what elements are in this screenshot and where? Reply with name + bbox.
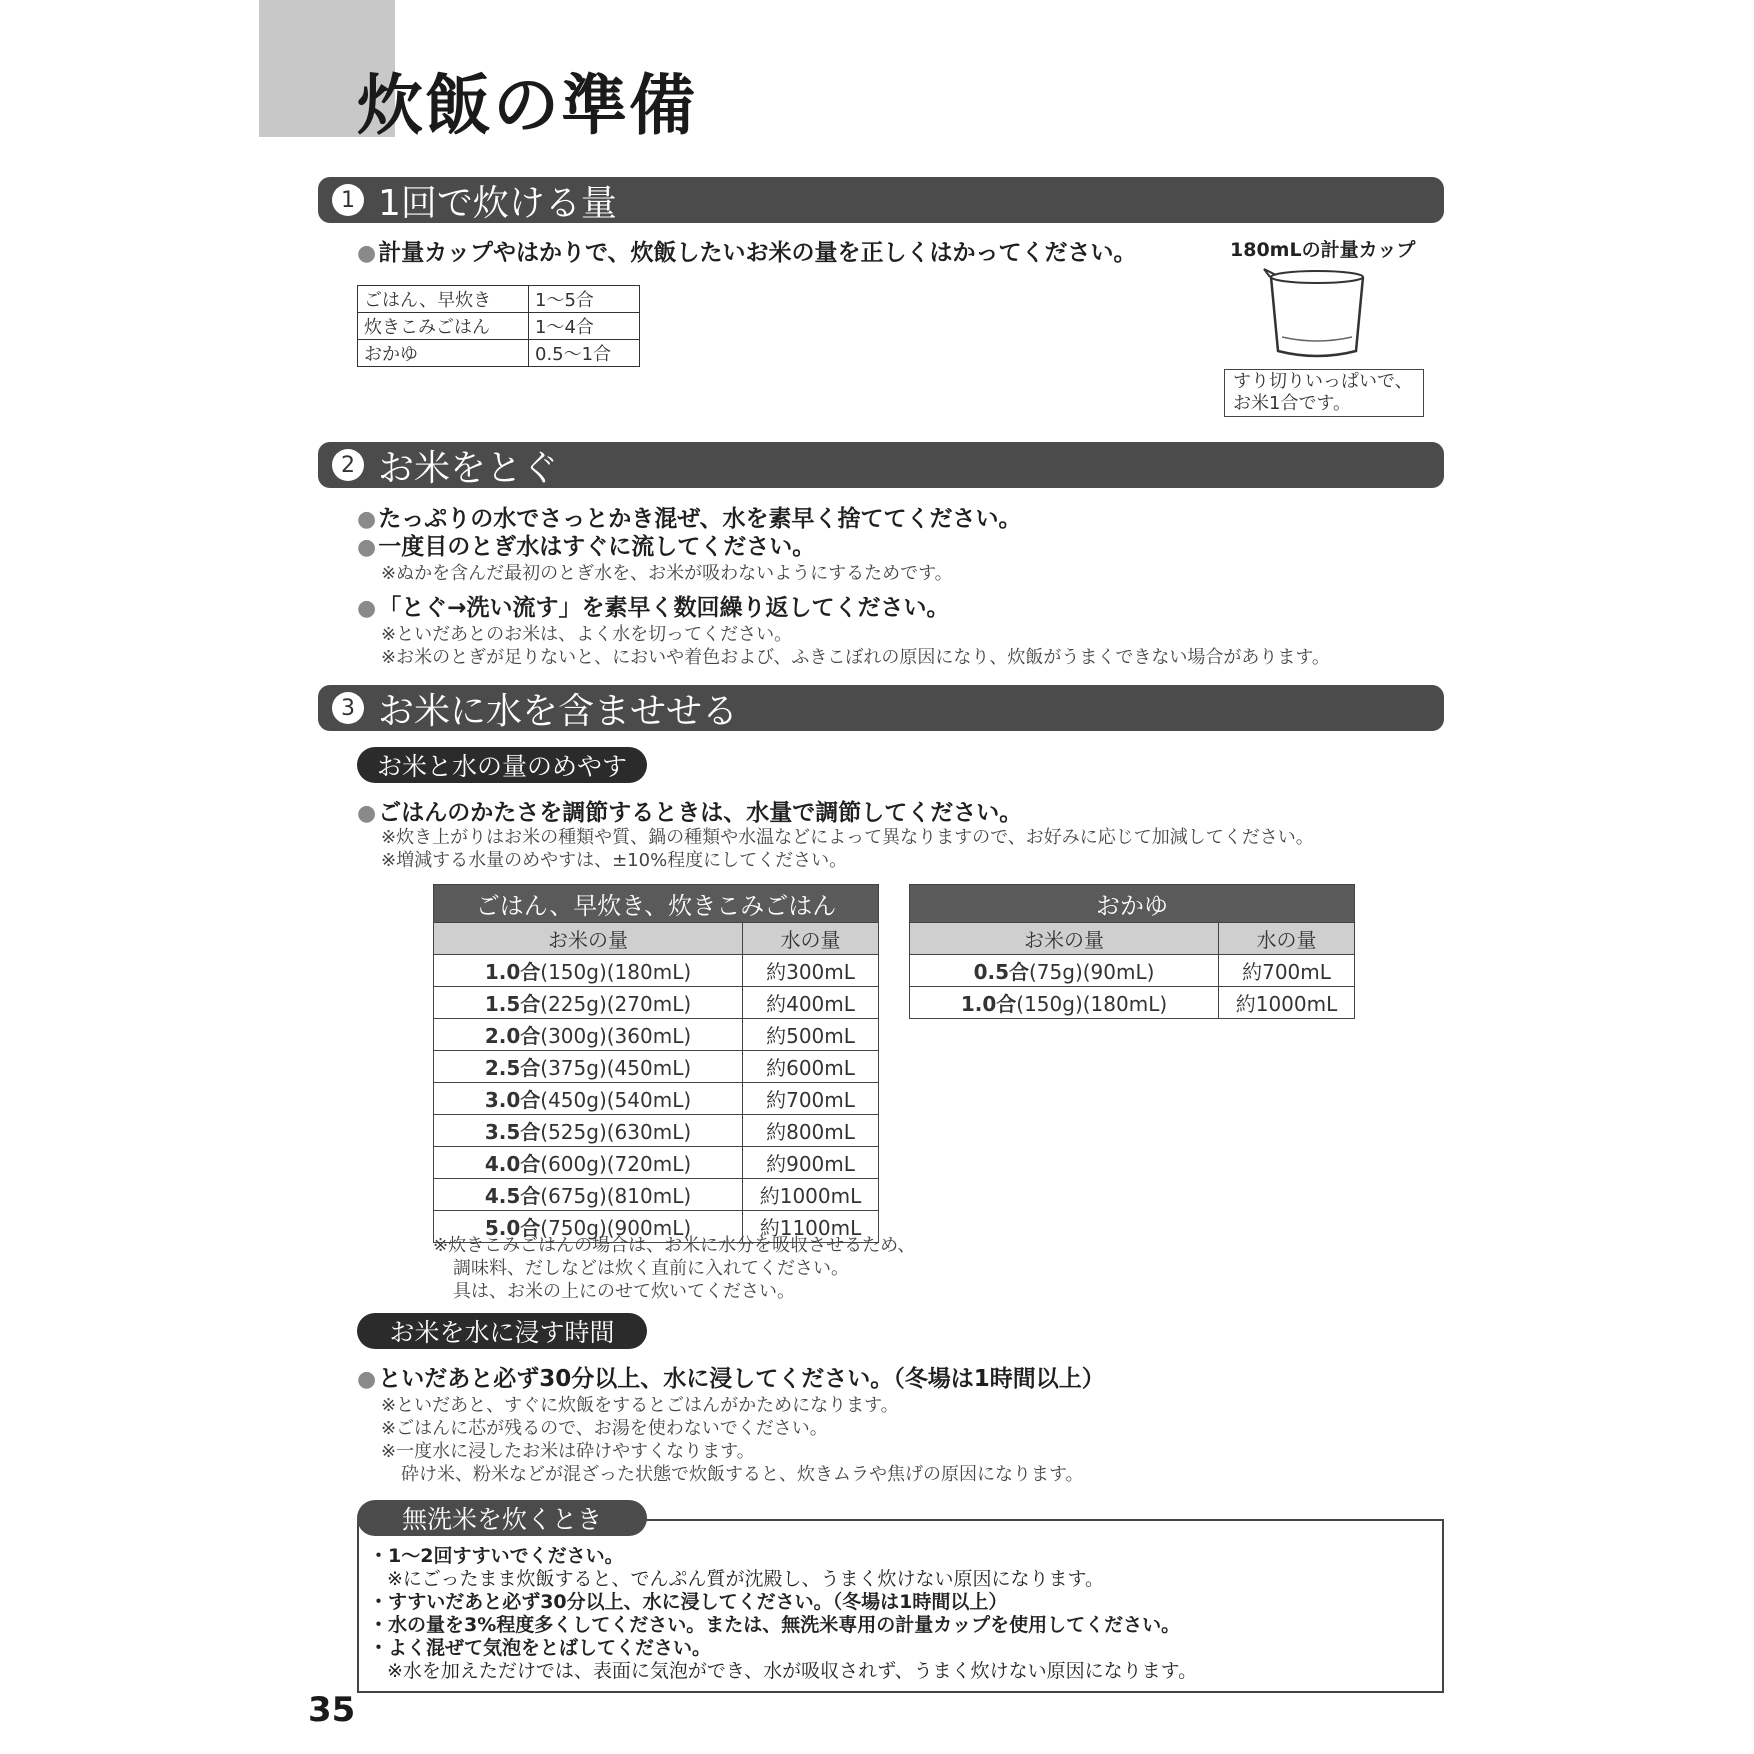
table-row: 炊きこみごはん 1〜4合 [358,313,640,340]
section-title: お米に水を含ませせる [378,690,739,732]
column-header: お米の量 [434,923,743,955]
table-row: 1.0合(150g)(180mL) 約1000mL [910,987,1355,1019]
column-header: 水の量 [1219,923,1355,955]
note: ※炊きこみごはんの場合は、お米に水分を吸収させるため、 [433,1235,916,1256]
bullet-measure: ●計量カップやはかりで、炊飯したいお米の量を正しくはかってください。 [357,240,1137,266]
water-table-okayu [909,884,1355,1019]
section-2-header [318,442,1444,488]
capacity-table [357,285,640,367]
bullet-first-water: ●一度目のとぎ水はすぐに流してください。 [357,534,816,560]
subheading-water-guide: お米と水の量のめやす [357,747,647,783]
table-row: おかゆ 0.5〜1合 [358,340,640,367]
section-1-header [318,177,1444,223]
subheading-soak-time: お米を水に浸す時間 [357,1313,647,1349]
bullet-dot-icon: ● [357,241,377,266]
table-row: 3.0合(450g)(540mL) 約700mL [434,1083,879,1115]
table-row: 2.5合(375g)(450mL) 約600mL [434,1051,879,1083]
section-number: 1 [332,184,364,216]
measuring-cup-icon [1262,265,1372,361]
table-row: ごはん、早炊き 1〜5合 [358,286,640,313]
note: 砕け米、粉米などが混ざった状態で炊飯すると、炊きムラや焦げの原因になります。 [401,1464,1084,1485]
cup-label: 180mLの計量カップ [1230,239,1416,261]
bullet-dot-icon: ● [357,596,377,621]
bullet-soak: ●といだあと必ず30分以上、水に浸してください。（冬場は1時間以上） [357,1366,1105,1392]
table-title: ごはん、早炊き、炊きこみごはん [434,885,879,923]
bullet-dot-icon: ● [357,1367,377,1392]
water-table-rice [433,884,879,1243]
note: ※といだあとのお米は、よく水を切ってください。 [381,624,793,645]
note: ※ごはんに芯が残るので、お湯を使わないでください。 [381,1418,828,1439]
musenmai-note: ※水を加えただけでは、表面に気泡ができ、水が吸収されず、うまく炊けない原因になります。 [387,1660,1198,1682]
table-row: 2.0合(300g)(360mL) 約500mL [434,1019,879,1051]
note: 具は、お米の上にのせて炊いてください。 [453,1281,795,1302]
table-row: 1.5合(225g)(270mL) 約400mL [434,987,879,1019]
bullet-dot-icon: ● [357,507,377,532]
musenmai-line: ・水の量を3%程度多くしてください。または、無洗米専用の計量カップを使用してください。 [369,1614,1181,1636]
section-number: 2 [332,449,364,481]
table-row: 1.0合(150g)(180mL) 約300mL [434,955,879,987]
note: 調味料、だしなどは炊く直前に入れてください。 [453,1258,849,1279]
section-title: 1回で炊ける量 [378,182,617,224]
section-title: お米をとぐ [378,447,559,489]
musenmai-line: ・1〜2回すすいでください。 [369,1545,624,1567]
table-row: 3.5合(525g)(630mL) 約800mL [434,1115,879,1147]
note: ※一度水に浸したお米は砕けやすくなります。 [381,1441,755,1462]
page-title: 炊飯の準備 [357,67,697,144]
page-number: 35 [308,1690,356,1730]
note: ※といだあと、すぐに炊飯をするとごはんがかためになります。 [381,1395,899,1416]
musenmai-note: ※にごったまま炊飯すると、でんぷん質が沈殿し、うまく炊けない原因になります。 [387,1568,1105,1590]
musenmai-line: ・すすいだあと必ず30分以上、水に浸してください。（冬場は1時間以上） [369,1591,1008,1613]
table-row: 0.5合(75g)(90mL) 約700mL [910,955,1355,987]
column-header: 水の量 [743,923,879,955]
table-title: おかゆ [910,885,1355,923]
cup-note: すり切りいっぱいで、 お米1合です。 [1224,369,1424,417]
note: ※お米のとぎが足りないと、においや着色および、ふきこぼれの原因になり、炊飯がうまくできない場合があります。 [381,647,1330,668]
bullet-rinse: ●たっぷりの水でさっとかき混ぜ、水を素早く捨ててください。 [357,506,1022,532]
bullet-dot-icon: ● [357,801,377,826]
musenmai-heading: 無洗米を炊くとき [357,1500,647,1536]
note: ※ぬかを含んだ最初のとぎ水を、お米が吸わないようにするためです。 [381,563,953,584]
section-number: 3 [332,692,364,724]
table-row: 4.5合(675g)(810mL) 約1000mL [434,1179,879,1211]
note: ※炊き上がりはお米の種類や質、鍋の種類や水温などによって異なりますので、お好みに応じて加減してください。 [381,827,1314,848]
table-row: 5.0合(750g)(900mL) 約1100mL [434,1211,879,1243]
table-row: 4.0合(600g)(720mL) 約900mL [434,1147,879,1179]
note: ※増減する水量のめやすは、±10%程度にしてください。 [381,850,848,871]
musenmai-line: ・よく混ぜて気泡をとばしてください。 [369,1637,712,1659]
section-3-header [318,685,1444,731]
bullet-dot-icon: ● [357,535,377,560]
bullet-adjust: ●ごはんのかたさを調節するときは、水量で調節してください。 [357,800,1023,826]
bullet-repeat: ●「とぐ→洗い流す」を素早く数回繰り返してください。 [357,595,950,621]
column-header: お米の量 [910,923,1219,955]
